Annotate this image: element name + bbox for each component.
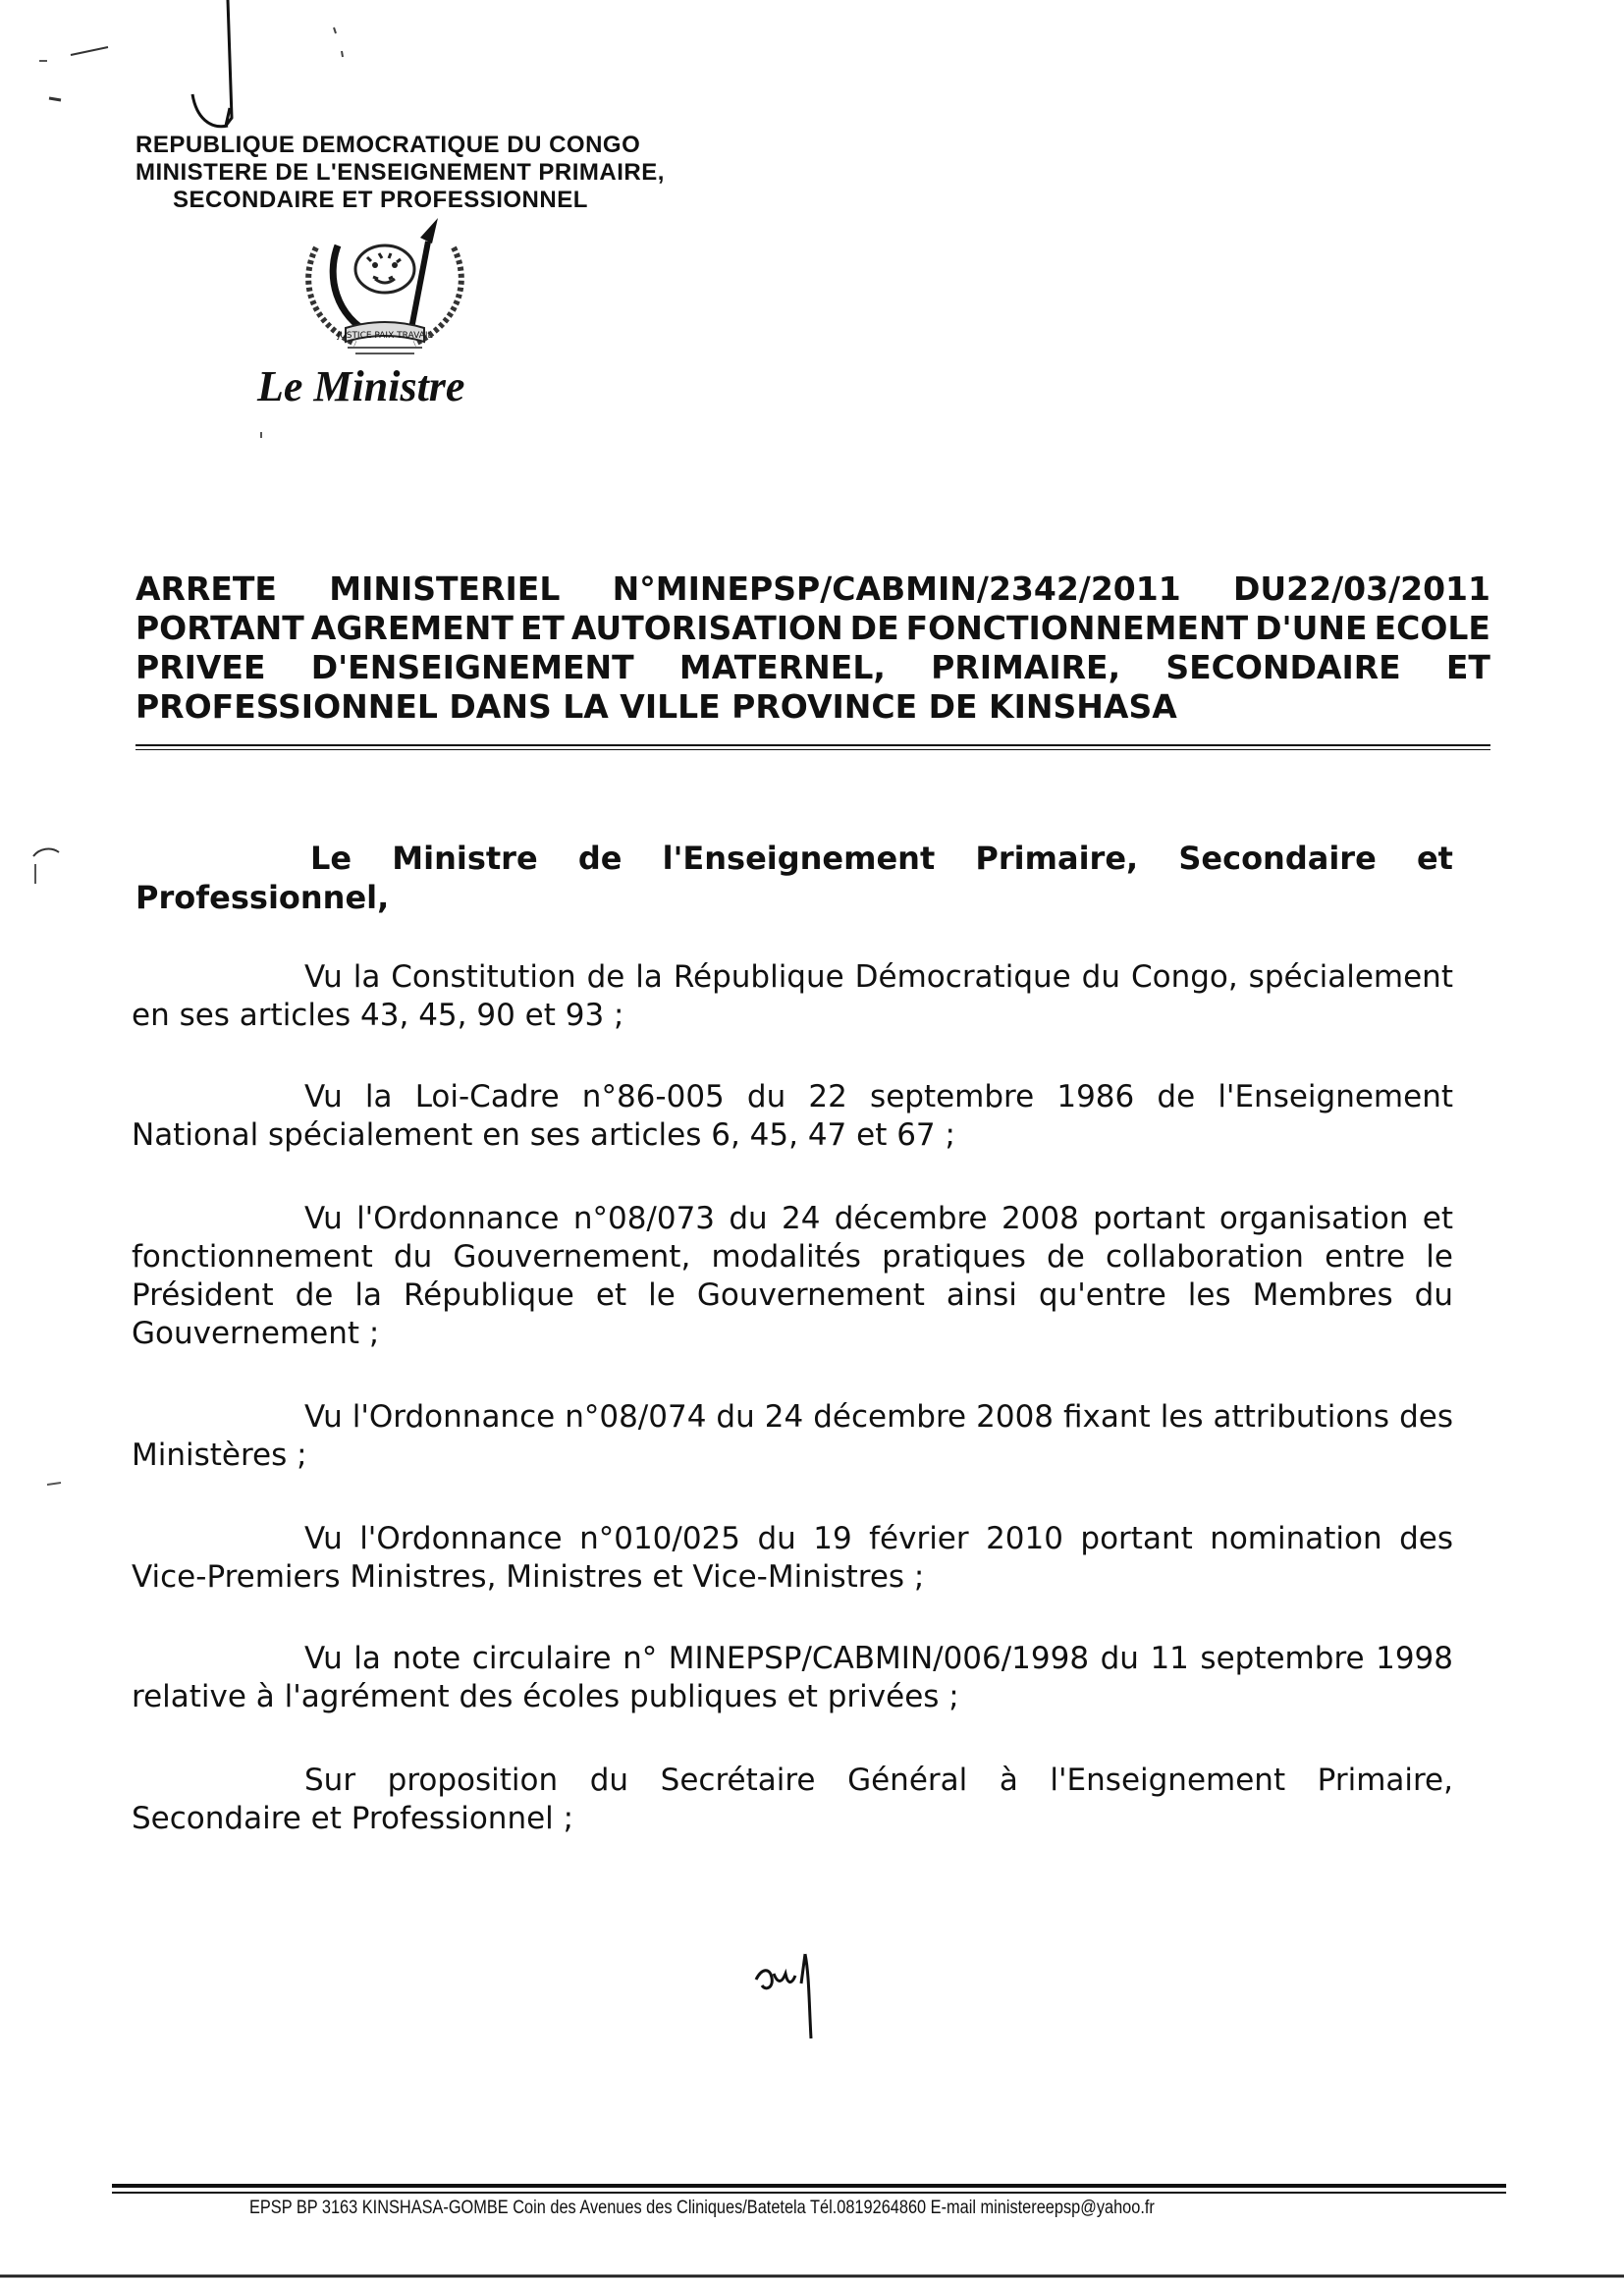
recital-loi-cadre: Vu la Loi-Cadre n°86-005 du 22 septembre 1986 de l'Enseignement National spécialement en ses articles 6, 45, 47 et 67 ; — [132, 1079, 1453, 1153]
congo-coat-of-arms-icon — [277, 218, 493, 365]
minister-intro: Le Ministre de l'Enseignement Primaire, Secondaire et Professionnel, — [135, 840, 1453, 916]
recital-ordonnance-010-025: Vu l'Ordonnance n°010/025 du 19 février 2010 portant nomination des Vice-Premiers Ministres, Ministres et Vice-Ministres ; — [132, 1521, 1453, 1595]
emblem-motto: JUSTICE PAIX TRAVAIL — [337, 331, 433, 341]
footer-rule-thick — [112, 2184, 1506, 2188]
recital-note-circulaire: Vu la note circulaire n° MINEPSP/CABMIN/006/1998 du 11 septembre 1998 relative à l'agrément des écoles publiques et privées ; — [132, 1641, 1453, 1714]
title-underline-2 — [135, 749, 1490, 750]
title-word: ARRETE — [135, 570, 277, 608]
decree-date: DU22/03/2011 — [1232, 570, 1490, 608]
recital-ordonnance-08-074: Vu l'Ordonnance n°08/074 du 24 décembre 2008 fixant les attributions des Ministères ; — [132, 1399, 1453, 1473]
title-line-3: PRIVEE D'ENSEIGNEMENT MATERNEL, PRIMAIRE, SECONDAIRE ET — [135, 648, 1490, 686]
title-line-4: PROFESSIONNEL DANS LA VILLE PROVINCE DE KINSHASA — [135, 687, 1177, 726]
letterhead-country: REPUBLIQUE DEMOCRATIQUE DU CONGO — [135, 132, 641, 158]
recital-proposition: Sur proposition du Secrétaire Général à l'Enseignement Primaire, Secondaire et Professionnel ; — [132, 1763, 1453, 1836]
title-line-2: PORTANT AGREMENT ET AUTORISATION DE FONCTIONNEMENT D'UNE ECOLE — [135, 609, 1490, 647]
handwritten-initials-icon — [752, 1944, 831, 2042]
minister-title-script: Le Ministre — [257, 362, 465, 410]
title-underline — [135, 744, 1490, 746]
footer-rule-thin — [112, 2192, 1506, 2194]
title-word: MINISTERIEL — [329, 570, 561, 608]
letterhead-ministry: MINISTERE DE L'ENSEIGNEMENT PRIMAIRE, — [135, 159, 665, 186]
recital-constitution: Vu la Constitution de la République Démocratique du Congo, spécialement en ses articles 43, 45, 90 et 93 ; — [132, 959, 1453, 1033]
footer-contact: EPSP BP 3163 KINSHASA-GOMBE Coin des Avenues des Cliniques/Batetela Tél.0819264860 E-mail ministereepsp@yahoo.fr — [249, 2198, 1155, 2218]
decree-title — [135, 570, 1490, 727]
recital-ordonnance-08-073: Vu l'Ordonnance n°08/073 du 24 décembre 2008 portant organisation et fonctionnement du Gouvernement, modalités pratiques de collaboration entre le Président de la République et le Gouvernement ainsi qu'entre les Membres du Gouvernement ; — [132, 1201, 1453, 1351]
title-line-1 — [135, 570, 1490, 609]
decree-number: N°MINEPSP/CABMIN/2342/2011 — [612, 570, 1181, 608]
letterhead-ministry-cont: SECONDAIRE ET PROFESSIONNEL — [173, 187, 588, 213]
